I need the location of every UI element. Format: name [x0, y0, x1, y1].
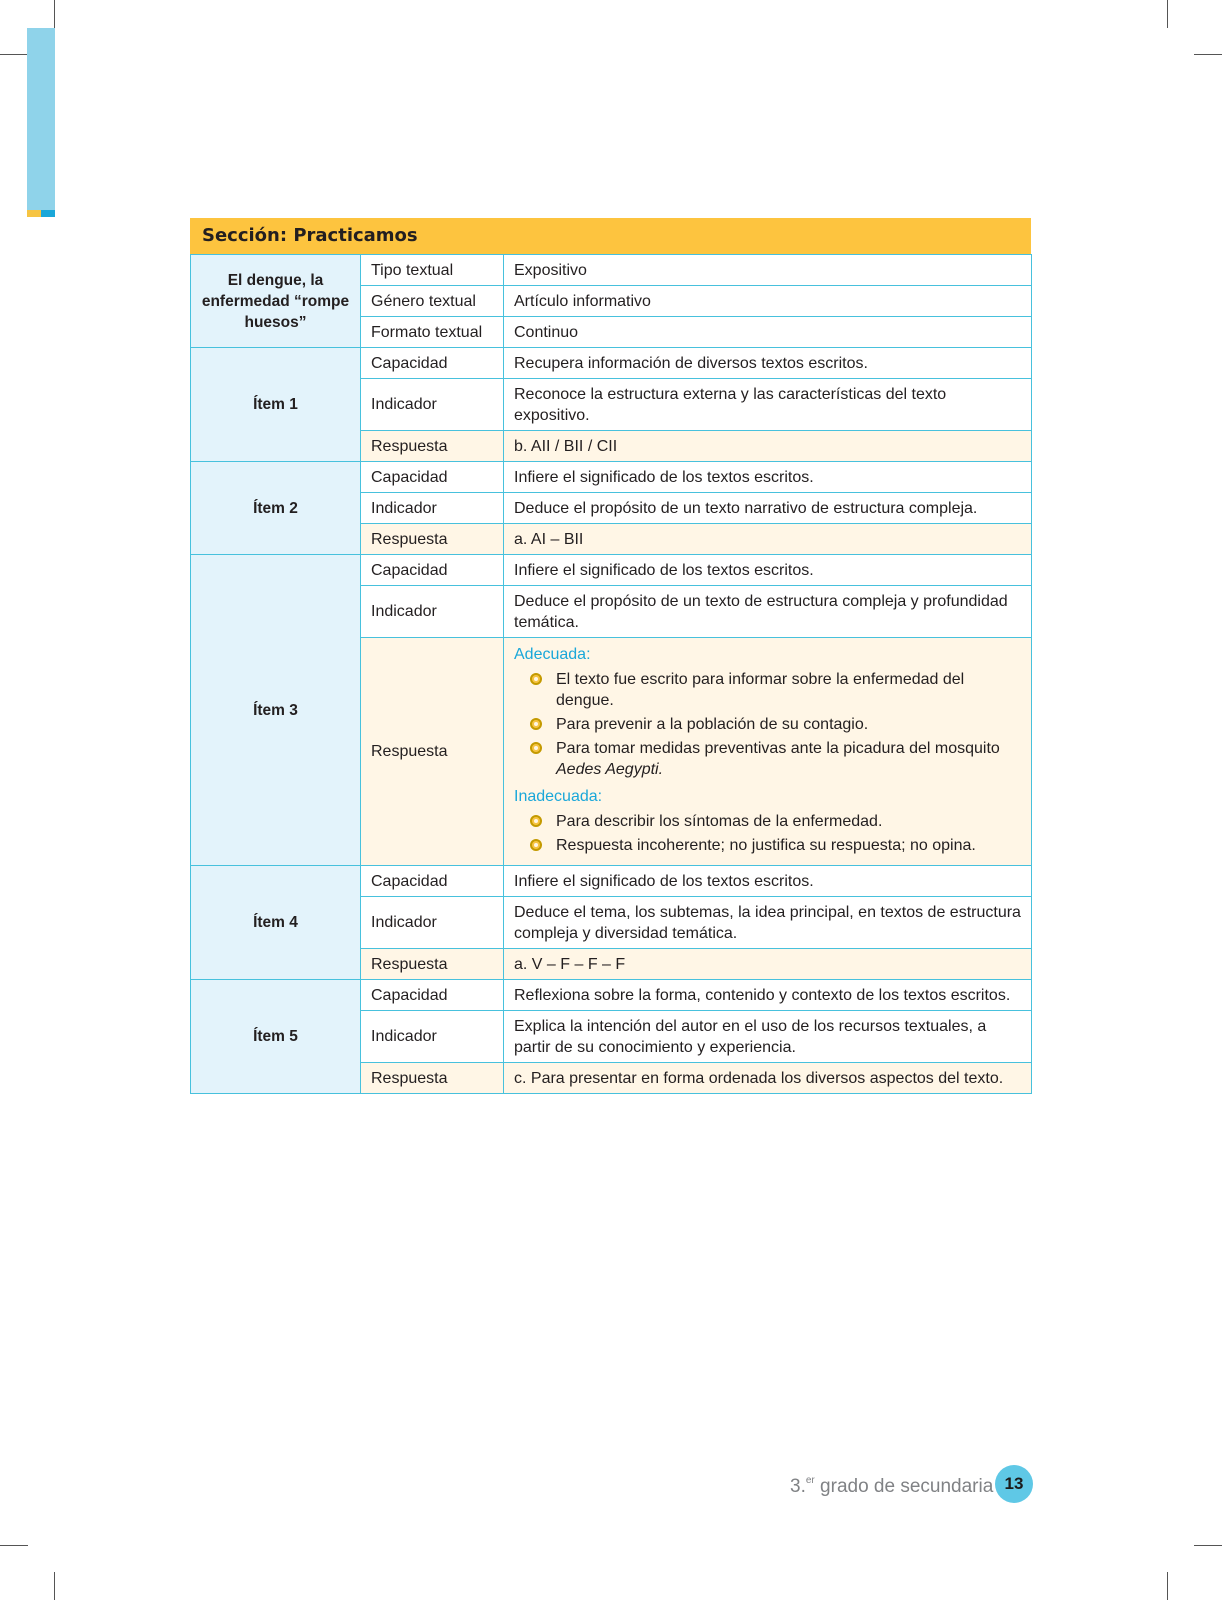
text-title-cell: El dengue, la enfermedad “rompe huesos” — [191, 255, 361, 348]
indicador-value: Reconoce la estructura externa y las características del texto expositivo. — [504, 379, 1032, 431]
row-value: Continuo — [504, 317, 1032, 348]
table-row — [191, 255, 1032, 286]
item-name: Ítem 3 — [191, 555, 361, 866]
crop-mark — [0, 54, 28, 55]
row-label: Capacidad — [361, 348, 504, 379]
table-row — [191, 980, 1032, 1011]
row-label: Indicador — [361, 897, 504, 949]
row-label: Formato textual — [361, 317, 504, 348]
row-label: Capacidad — [361, 555, 504, 586]
row-value: Expositivo — [504, 255, 1032, 286]
grade-label: 3.$^{er}$ grado de secundaria — [790, 1475, 994, 1497]
crop-mark — [1194, 1545, 1222, 1546]
row-label: Indicador — [361, 493, 504, 524]
table-row — [191, 866, 1032, 897]
adecuada-heading: Adecuada: — [514, 646, 591, 663]
page-number: 13 — [995, 1465, 1033, 1503]
bullet-icon — [530, 839, 542, 851]
row-label: Género textual — [361, 286, 504, 317]
table-row — [191, 462, 1032, 493]
respuesta-value: c. Para presentar en forma ordenada los diversos aspectos del texto. — [504, 1063, 1032, 1094]
crop-mark — [54, 1572, 55, 1600]
row-value: Artículo informativo — [504, 286, 1032, 317]
bullet-icon — [530, 673, 542, 685]
bullet-icon — [530, 742, 542, 754]
bullet-icon — [530, 718, 542, 730]
row-label: Tipo textual — [361, 255, 504, 286]
crop-mark — [54, 0, 55, 28]
respuesta-value: b. AII / BII / CII — [504, 431, 1032, 462]
crop-mark — [0, 1545, 28, 1546]
item-name: Ítem 1 — [191, 348, 361, 462]
capacidad-value: Infiere el significado de los textos escritos. — [504, 462, 1032, 493]
table-row — [191, 348, 1032, 379]
row-label: Capacidad — [361, 866, 504, 897]
row-label: Capacidad — [361, 462, 504, 493]
row-label: Respuesta — [361, 524, 504, 555]
row-label: Indicador — [361, 379, 504, 431]
row-label: Indicador — [361, 586, 504, 638]
capacidad-value: Reflexiona sobre la forma, contenido y contexto de los textos escritos. — [504, 980, 1032, 1011]
inadecuada-list — [514, 811, 1021, 856]
table-row — [191, 555, 1032, 586]
bullet-icon — [530, 815, 542, 827]
respuesta-value — [504, 638, 1032, 866]
practicamos-table — [190, 218, 1031, 1094]
list-item: Para tomar medidas preventivas ante la picadura del mosquito Aedes Aegypti. — [526, 738, 1021, 780]
list-item: Para prevenir a la población de su contagio. — [526, 714, 1021, 735]
crop-mark — [1167, 1572, 1168, 1600]
row-label: Respuesta — [361, 431, 504, 462]
row-label: Indicador — [361, 1011, 504, 1063]
indicador-value: Deduce el tema, los subtemas, la idea principal, en textos de estructura compleja y diversidad temática. — [504, 897, 1032, 949]
section-title: Sección: Practicamos — [190, 218, 1031, 254]
respuesta-value: a. AI – BII — [504, 524, 1032, 555]
respuesta-value: a. V – F – F – F — [504, 949, 1032, 980]
item-name: Ítem 5 — [191, 980, 361, 1094]
side-strip-blue — [41, 210, 55, 217]
page-footer — [790, 1465, 1040, 1505]
rubric-table — [190, 254, 1032, 1094]
capacidad-value: Infiere el significado de los textos escritos. — [504, 555, 1032, 586]
capacidad-value: Infiere el significado de los textos escritos. — [504, 866, 1032, 897]
list-item: Respuesta incoherente; no justifica su respuesta; no opina. — [526, 835, 1021, 856]
capacidad-value: Recupera información de diversos textos escritos. — [504, 348, 1032, 379]
row-label: Capacidad — [361, 980, 504, 1011]
crop-mark — [1194, 54, 1222, 55]
species-name: Aedes Aegypti. — [556, 761, 664, 778]
row-label: Respuesta — [361, 949, 504, 980]
indicador-value: Deduce el propósito de un texto de estructura compleja y profundidad temática. — [504, 586, 1032, 638]
row-label: Respuesta — [361, 638, 504, 866]
item-name: Ítem 2 — [191, 462, 361, 555]
side-color-bar — [27, 28, 55, 210]
row-label: Respuesta — [361, 1063, 504, 1094]
list-item: Para describir los síntomas de la enfermedad. — [526, 811, 1021, 832]
list-item: El texto fue escrito para informar sobre la enfermedad del dengue. — [526, 669, 1021, 711]
item-name: Ítem 4 — [191, 866, 361, 980]
adecuada-list — [514, 669, 1021, 780]
inadecuada-heading: Inadecuada: — [514, 788, 603, 805]
side-strip-yellow — [27, 210, 41, 217]
indicador-value: Explica la intención del autor en el uso de los recursos textuales, a partir de su conocimiento y experiencia. — [504, 1011, 1032, 1063]
crop-mark — [1167, 0, 1168, 28]
indicador-value: Deduce el propósito de un texto narrativo de estructura compleja. — [504, 493, 1032, 524]
